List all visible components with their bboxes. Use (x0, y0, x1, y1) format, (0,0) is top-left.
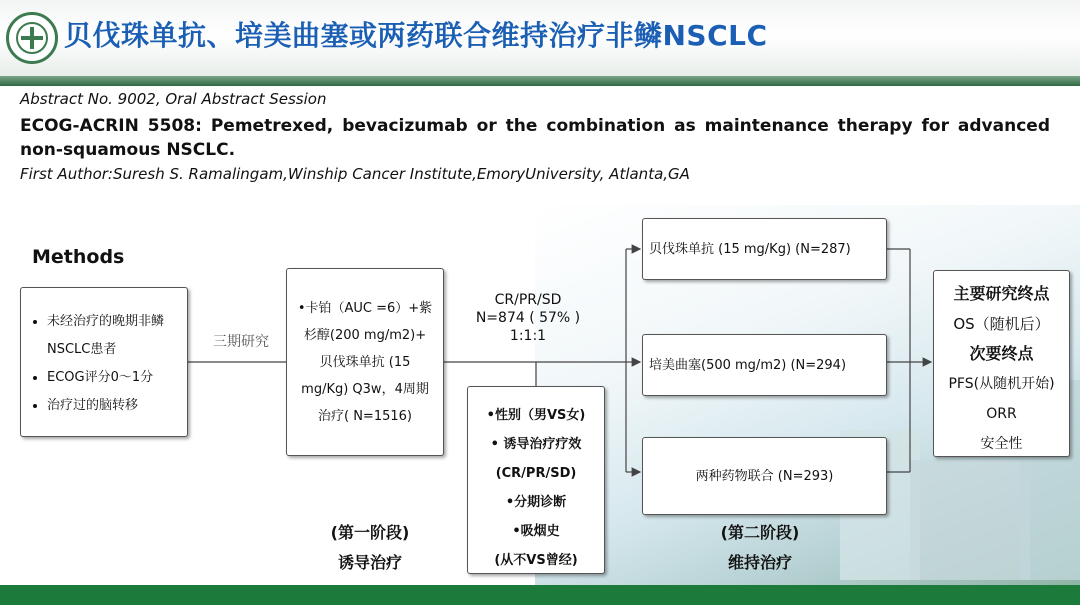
stage-2-subtitle: 维持治疗 (727, 553, 792, 572)
stratification-item: •性别（男VS女) (486, 408, 586, 423)
secondary-endpoint: ORR (986, 406, 1017, 422)
stage-1-label (300, 518, 440, 578)
phase-label: 三期研究 (213, 334, 269, 350)
stratification-item: (CR/PR/SD) (495, 466, 577, 481)
induction-line: 杉醇(200 mg/m2)+ (303, 328, 427, 343)
stratification-item: •吸烟史 (512, 524, 560, 539)
secondary-endpoint-title: 次要终点 (969, 344, 1034, 363)
stage-1-subtitle: 诱导治疗 (337, 553, 402, 572)
stage-2-label (690, 518, 830, 578)
stratification-item: (从不VS曾经) (494, 553, 578, 568)
stratification-item: •分期诊断 (505, 495, 567, 510)
induction-box (286, 268, 444, 456)
randomization-criteria: CR/PR/SD (494, 292, 562, 308)
stratification-box (467, 386, 605, 574)
secondary-endpoint: PFS(从随机开始) (948, 376, 1055, 392)
induction-line: 贝伐珠单抗 (15 (319, 355, 411, 370)
primary-endpoint: OS（随机后） (953, 315, 1050, 333)
methods-label: Methods (32, 246, 125, 268)
randomization-label (468, 291, 588, 345)
secondary-endpoint: 安全性 (980, 436, 1023, 452)
population-box (20, 287, 188, 437)
first-author: First Author:Suresh S. Ramalingam,Winship Cancer Institute,EmoryUniversity, Atlanta,GA (20, 165, 690, 183)
induction-line: mg/Kg) Q3w，4周期 (301, 382, 429, 397)
study-title: ECOG-ACRIN 5508: Pemetrexed, bevacizumab or the combination as maintenance therapy for advanced non-squamous NSCLC. (20, 116, 1050, 160)
primary-endpoint-title: 主要研究终点 (953, 284, 1050, 303)
induction-line: 治疗( N=1516) (318, 409, 412, 424)
slide-title: 贝伐珠单抗、培美曲塞或两药联合维持治疗非鳞NSCLC (64, 19, 768, 52)
arm-pemetrexed: 培美曲塞(500 mg/m2) (N=294) (642, 334, 887, 396)
population-item: • ECOG评分0～1分 (47, 364, 181, 392)
stratification-item: • 诱导治疗疗效 (490, 437, 582, 452)
stage-1-title: (第一阶段) (330, 523, 410, 542)
endpoints-box (933, 270, 1070, 457)
arm-combination: 两种药物联合 (N=293) (642, 437, 887, 515)
randomization-ratio: 1:1:1 (509, 328, 547, 344)
induction-line: •卡铂（AUC =6）+紫 (297, 301, 433, 316)
abstract-number: Abstract No. 9002, Oral Abstract Session (20, 90, 327, 108)
population-item: • 治疗过的脑转移 (47, 392, 181, 420)
stage-2-title: (第二阶段) (720, 523, 800, 542)
arm-bevacizumab: 贝伐珠单抗 (15 mg/Kg) (N=287) (642, 218, 887, 280)
randomization-count: N=874 ( 57% ) (475, 310, 581, 326)
population-item: • 未经治疗的晚期非鳞NSCLC患者 (47, 308, 181, 364)
